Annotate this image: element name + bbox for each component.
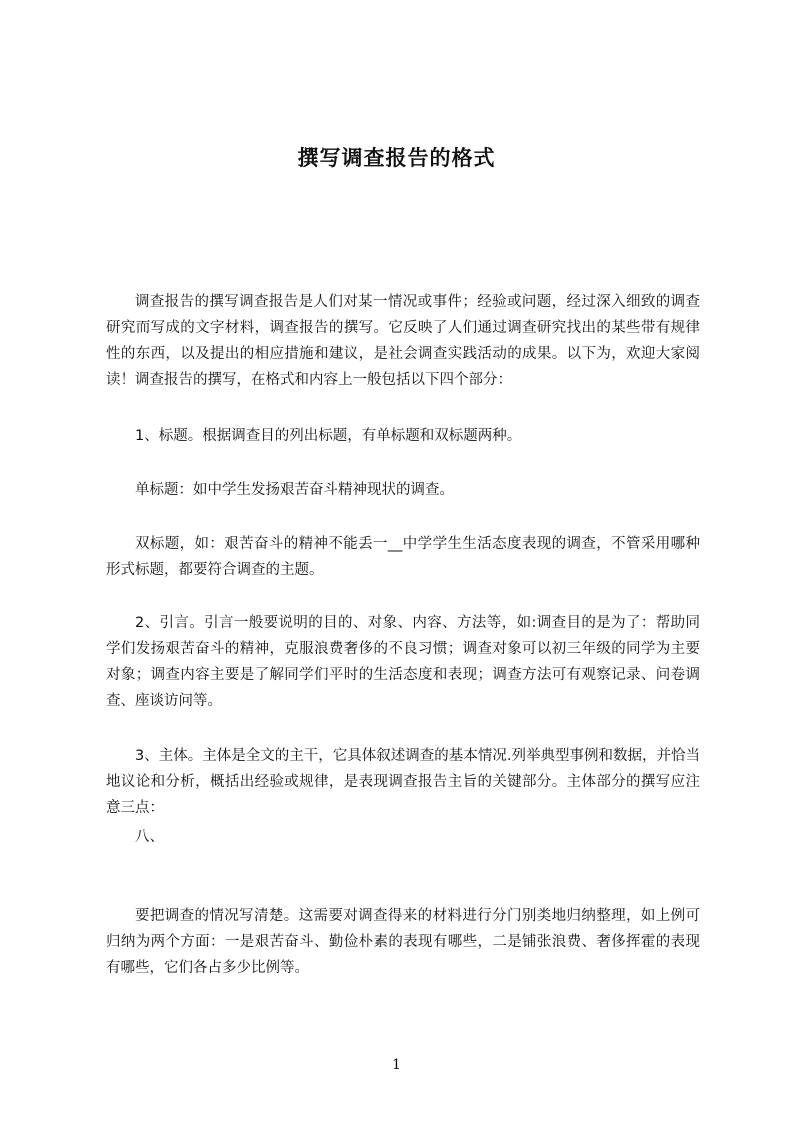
paragraph-intro: 调查报告的撰写调查报告是人们对某一情况或事件；经验或问题，经过深入细致的调查研究而写成的文字材料，调查报告的撰写。它反映了人们通过调查研究找出的某些带有规律性的东西，以及提出的相应措施和建议，是社会调查实践活动的成果。以下为，欢迎大家阅读！调查报告的撰写，在格式和内容上一般包括以下四个部分： [106,294,700,388]
paragraph-point-one: 要把调查的情况写清楚。这需要对调查得来的材料进行分门别类地归纳整理，如上例可归纳为两个方面：一是艰苦奋斗、勤俭朴素的表现有哪些，二是铺张浪费、奢侈挥霍的表现有哪些，它们各占多少比例等。 [106,908,700,976]
paragraph-double-title: 双标题，如：艰苦奋斗的精神不能丢一__中学学生生活态度表现的调查，不管采用哪种形式标题，都要符合调查的主题。 [106,536,700,578]
paragraph-introduction-section: 2、引言。引言一般要说明的目的、对象、内容、方法等，如:调查目的是为了：帮助同学们发扬艰苦奋斗的精神，克服浪费奢侈的不良习惯；调查对象可以初三年级的同学为主要对象；调查内容主要是了解同学们平时的生活态度和表现；调查方法可有观察记录、问卷调查、座谈访问等。 [106,615,700,709]
paragraph-point-marker: 八、 [135,829,164,845]
paragraph-title-section: 1、标题。根据调查目的列出标题，有单标题和双标题两种。 [135,428,522,444]
page-number: 1 [392,1057,401,1073]
paragraph-body-section: 3、主体。主体是全文的主干，它具体叙述调查的基本情况.列举典型事例和数据，并恰当地议论和分析，概括出经验或规律，是表现调查报告主旨的关键部分。主体部分的撰写应注意三点： [106,748,700,816]
document-title: 撰写调查报告的格式 [297,146,496,170]
paragraph-single-title: 单标题：如中学生发扬艰苦奋斗精神现状的调查。 [135,482,454,498]
